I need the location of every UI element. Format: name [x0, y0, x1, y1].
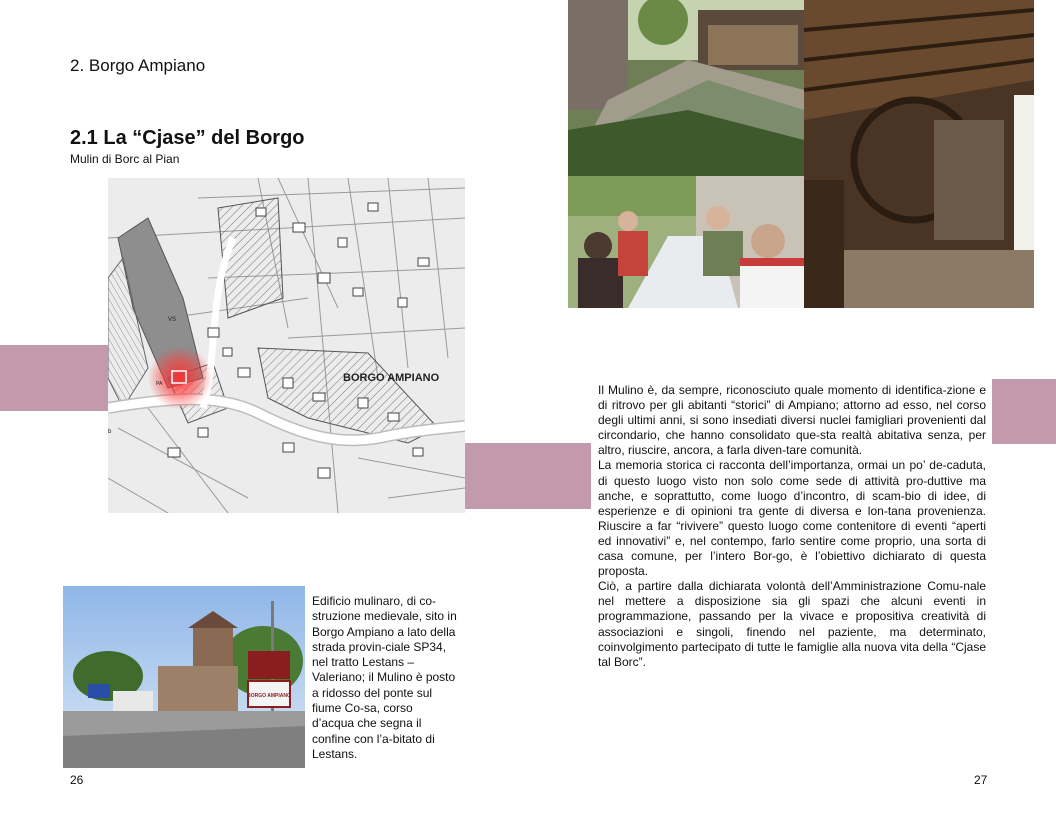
subsection-title: 2.1 La “Cjase” del Borgo	[70, 127, 305, 149]
page-number-left: 26	[70, 773, 84, 787]
body-paragraph-1: Il Mulino è, da sempre, riconosciuto quale momento di identifica-zione e di ritrovo per gli abitanti “storici” di Ampiano; attorno ad esso, nel corso degli ultimi anni, si sono insediati diversi nuclei famigliari provenienti dal circondario, che hanno consolidato que-sta realtà abitativa senza, per altro, riuscire, ancora, a farla diven-tare comunità.	[598, 383, 986, 458]
photo-mill-exterior	[63, 586, 305, 768]
page-number-right: 27	[974, 773, 988, 787]
decor-band-left	[0, 345, 110, 411]
section-title: 2. Borgo Ampiano	[70, 56, 206, 75]
photo-mill-interior	[804, 0, 1034, 308]
body-paragraph-3: Ciò, a partire dalla dichiarata volontà dell’Amministrazione Comu-nale nel mettere a disposizione sia gli spazi che alcuni eventi in programmazione, passando per la vivace e propositiva creatività di associazioni e singoli, finendo nel paziente, ma determinato, coinvolgimento partecipato di tutte le famiglie alla nuova vita della “Cjase tal Borc”.	[598, 579, 986, 669]
map-label-pa: PA	[156, 381, 163, 387]
body-text	[598, 383, 986, 670]
subsection-caption: Mulin di Borc al Pian	[70, 152, 180, 166]
photo-canal	[568, 0, 804, 176]
map-label-side: b	[108, 429, 112, 435]
map-label-vs: VS	[168, 317, 177, 323]
body-paragraph-2: La memoria storica ci racconta dell’importanza, ormai un po’ de-caduta, di questo luogo visto non solo come sede di attività pro-duttive ma anche, e soprattutto, come luogo d’incontro, di scam-bio di idee, di esperienze e di opinioni tra gente di diversa e lon-tana provenienza. Riuscire a far “rivivere” questo luogo come contenitore di eventi “aperti ed innovativi” e, nel contempo, farlo sentire come proprio, una sorta di casa comune, per l’intero Bor-go, è l’obiettivo dichiarato di questa proposta.	[598, 458, 986, 579]
photo-caption: Edificio mulinaro, di co-struzione medievale, sito in Borgo Ampiano a lato della strada provin-ciale SP34, nel tratto Lestans – Valeriano; il Mulino è posto a ridosso del ponte sul fiume Co-sa, corso d’acqua che segna il confine con l’a-bitato di Lestans.	[312, 594, 457, 761]
map-label-borgo: BORGO AMPIANO	[343, 372, 440, 384]
decor-band-center	[465, 443, 591, 509]
decor-band-right	[992, 379, 1056, 444]
photo-table-gathering	[568, 176, 804, 308]
cadastral-map	[108, 178, 465, 513]
photo-sign-text: BORGO AMPIANO	[247, 693, 291, 699]
